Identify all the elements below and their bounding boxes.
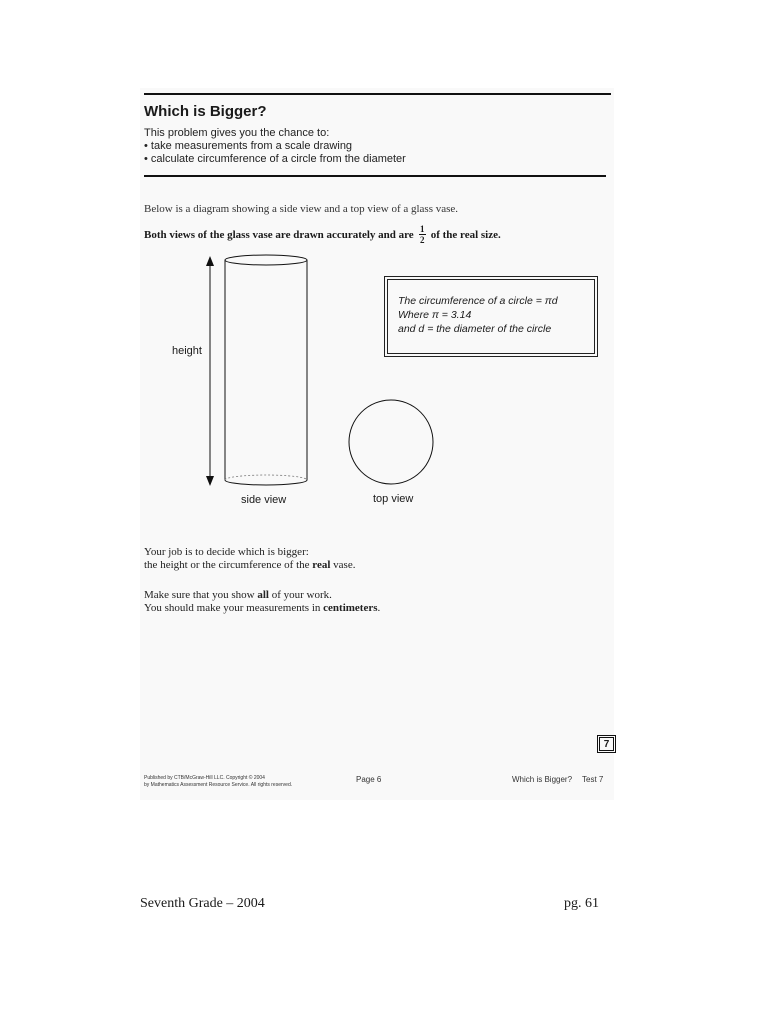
- fraction-numerator: 1: [419, 224, 425, 234]
- problem-intro: [144, 127, 406, 166]
- side-view-label: side view: [241, 494, 287, 506]
- footer-test-ref: Test 7: [582, 775, 604, 784]
- publisher-notice: [144, 775, 292, 789]
- formula-box: [387, 279, 595, 354]
- work-text: of your work.: [268, 589, 332, 601]
- work-line: [144, 602, 380, 615]
- publisher-line: Published by CTB/McGraw-Hill LLC. Copyright © 2004: [144, 775, 265, 781]
- footer-reference: [512, 775, 603, 784]
- intro-line: This problem gives you the chance to:: [144, 127, 330, 139]
- task-description: [144, 546, 355, 572]
- scale-statement: [144, 224, 501, 245]
- task-emphasis: real: [312, 559, 331, 571]
- inner-page-number: Page 6: [356, 775, 382, 784]
- top-view-label: top view: [373, 493, 414, 505]
- top-rule: [144, 93, 611, 95]
- intro-line: • take measurements from a scale drawing: [144, 140, 353, 152]
- work-instructions: [144, 589, 380, 615]
- task-text: vase.: [330, 559, 356, 571]
- task-line: Your job is to decide which is bigger:: [144, 546, 309, 558]
- work-emphasis: centimeters: [323, 602, 378, 614]
- scale-fraction: [419, 224, 426, 245]
- task-text: the height or the circumference of the: [144, 559, 313, 571]
- scale-text-before: Both views of the glass vase are drawn accurately and are: [144, 228, 414, 241]
- formula-line: and d = the diameter of the circle: [398, 323, 552, 335]
- work-emphasis: all: [257, 589, 269, 601]
- work-text: .: [377, 602, 381, 614]
- work-line: [144, 589, 380, 602]
- task-line: [144, 559, 355, 572]
- scale-text-after: of the real size.: [430, 228, 501, 241]
- bottom-rule: [144, 175, 606, 177]
- formula-line: The circumference of a circle = πd: [398, 295, 558, 307]
- page-number-footer: pg. 61: [564, 896, 599, 911]
- diagram-description: Below is a diagram showing a side view and a top view of a glass vase.: [144, 203, 459, 215]
- work-text: Make sure that you show: [144, 589, 258, 601]
- height-label: height: [172, 345, 202, 357]
- intro-line: • calculate circumference of a circle from the diameter: [144, 153, 406, 165]
- side-view-cylinder: [225, 255, 307, 485]
- height-arrow: [206, 256, 214, 486]
- footer-title-ref: Which is Bigger?: [512, 775, 573, 784]
- fraction-denominator: 2: [419, 235, 425, 245]
- formula-line: Where π = 3.14: [398, 309, 472, 321]
- grade-footer: Seventh Grade – 2004: [140, 896, 265, 911]
- top-view-circle: [349, 400, 433, 484]
- publisher-line: by Mathematics Assessment Resource Service. All rights reserved.: [144, 782, 293, 788]
- work-text: You should make your measurements in: [144, 602, 324, 614]
- problem-title: Which is Bigger?: [144, 103, 267, 120]
- points-badge: 7: [599, 737, 614, 751]
